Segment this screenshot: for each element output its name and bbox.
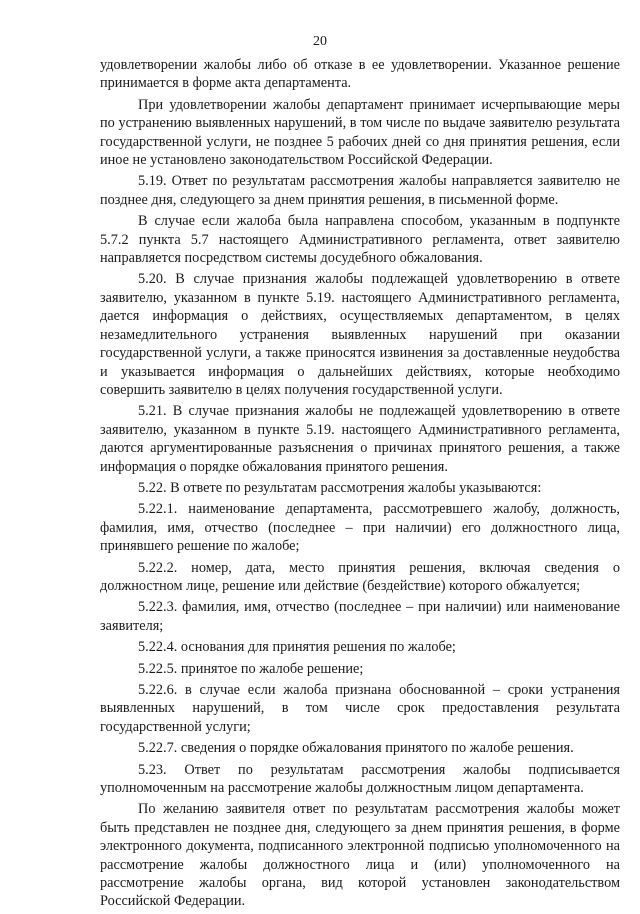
- paragraph-5-23: 5.23. Ответ по результатам рассмотрения жалобы подписывается уполномоченным на рассмотрение жалобы должностным лицом департамента.: [100, 761, 620, 797]
- paragraph-5-20: 5.20. В случае признания жалобы подлежащей удовлетворению в ответе заявителю, указанном в пункте 5.19. настоящего Административного регламента, дается информация о действиях, осуществляемых департаментом, в целях незамедлительного устранения выявленных нарушений при оказании государственной услуги, а также приносятся извинения за доставленные неудобства и указывается информация о дальнейших действиях, которые необходимо совершить заявителю в целях получения государственной услуги.: [100, 271, 620, 398]
- paragraph-5-19-electronic: В случае если жалоба была направлена способом, указанным в подпункте 5.7.2 пункта 5.7 настоящего Административного регламента, ответ заявителю направляется посредством системы досудебного обжалования.: [100, 213, 620, 267]
- paragraph-5-21: 5.21. В случае признания жалобы не подлежащей удовлетворению в ответе заявителю, указанном в пункте 5.19. настоящего Административного регламента, даются аргументированные разъяснения о причинах принятого решения, а также информация о порядке обжалования принятого решения.: [100, 403, 620, 475]
- paragraph-5-22-4: 5.22.4. основания для принятия решения по жалобе;: [138, 639, 456, 656]
- paragraph-continuation: удовлетворении жалобы либо об отказе в ее удовлетворении. Указанное решение принимается в форме акта департамента.: [100, 57, 620, 92]
- paragraph-satisfaction-measures: При удовлетворении жалобы департамент принимает исчерпывающие меры по устранению выявленных нарушений, в том числе по выдаче заявителю результата государственной услуги, не позднее 5 рабочих дней со дня принятия решения, если иное не установлено законодательством Российской Федерации.: [100, 96, 620, 169]
- page-number: 20: [313, 34, 327, 49]
- paragraph-5-19: 5.19. Ответ по результатам рассмотрения жалобы направляется заявителю не позднее дня, следующего за днем принятия решения, в письменной форме.: [100, 173, 620, 208]
- paragraph-5-22-6: 5.22.6. в случае если жалоба признана обоснованной – сроки устранения выявленных нарушений, в том числе срок предоставления результата государственной услуги;: [100, 682, 620, 735]
- paragraph-5-22-3: 5.22.3. фамилия, имя, отчество (последнее – при наличии) или наименование заявителя;: [100, 599, 620, 634]
- paragraph-5-22-1: 5.22.1. наименование департамента, рассмотревшего жалобу, должность, фамилия, имя, отчество (последнее – при наличии) его должностного лица, принявшего решение по жалобе;: [100, 501, 620, 555]
- document-body: [100, 56, 620, 914]
- paragraph-5-22-2: 5.22.2. номер, дата, место принятия решения, включая сведения о должностном лице, решение или действие (бездействие) которого обжалуется;: [100, 559, 620, 594]
- paragraph-5-22-5: 5.22.5. принятое по жалобе решение;: [138, 660, 364, 677]
- paragraph-5-22-7: 5.22.7. сведения о порядке обжалования принятого по жалобе решения.: [138, 740, 574, 757]
- paragraph-electronic-response: По желанию заявителя ответ по результатам рассмотрения жалобы может быть представлен не позднее дня, следующего за днем принятия решения, в форме электронного документа, подписанного электронной подписью уполномоченного на рассмотрение жалобы должностного лица и (или) уполномоченного на рассмотрение жалобы органа, вид которой установлен законодательством Российской Федерации.: [100, 801, 620, 910]
- paragraph-5-22: 5.22. В ответе по результатам рассмотрения жалобы указываются:: [138, 479, 542, 496]
